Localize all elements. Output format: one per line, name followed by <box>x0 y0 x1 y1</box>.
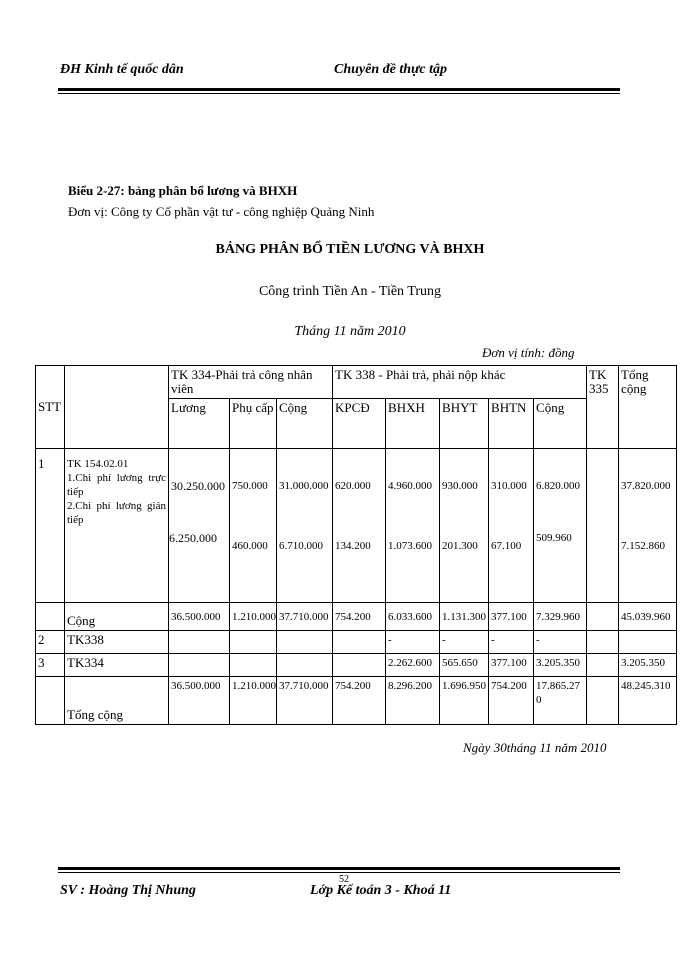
cell-bhxh <box>386 449 440 603</box>
val-direct: 620.000 <box>335 480 371 492</box>
val-direct: 930.000 <box>442 480 478 492</box>
col-kpcd: KPCĐ <box>333 399 386 449</box>
cell-kpcd <box>333 654 386 677</box>
col-tk335-line1: TK <box>589 367 607 382</box>
cell-bhxh: 8.296.200 <box>386 677 440 725</box>
cell-total: 45.039.960 <box>619 603 677 631</box>
cell-phucap <box>230 449 277 603</box>
item-direct: 1.Chi phí lương trực tiếp <box>67 472 166 498</box>
val-indirect: 134.200 <box>335 540 371 552</box>
cell-kpcd: 754.200 <box>333 603 386 631</box>
val-direct: 4.960.000 <box>388 480 433 492</box>
cell-cong-338 <box>534 449 587 603</box>
cell-bhyt: 1.696.950 <box>440 677 489 725</box>
col-bhxh: BHXH <box>386 399 440 449</box>
header-rule-thin <box>58 93 620 94</box>
table-row <box>36 449 677 603</box>
cell-tk335 <box>587 631 619 654</box>
col-tk338: TK 338 - Phải trả, phải nộp khác <box>333 366 587 399</box>
table-row-total <box>36 677 677 725</box>
cell-phucap: 1.210.000 <box>230 677 277 725</box>
cell-cong-334 <box>277 449 333 603</box>
cell-tk335 <box>587 603 619 631</box>
val-indirect: 460.000 <box>232 540 268 552</box>
cell-luong <box>169 654 230 677</box>
cell-tk335 <box>587 449 619 603</box>
cell-bhxh: 6.033.600 <box>386 603 440 631</box>
row-stt <box>36 603 65 631</box>
col-bhyt: BHYT <box>440 399 489 449</box>
cell-bhyt: 565.650 <box>440 654 489 677</box>
col-tk334: TK 334-Phải trả công nhân viên <box>169 366 333 399</box>
col-description <box>65 366 169 449</box>
val-direct: 750.000 <box>232 480 268 492</box>
cell-cong-338: 3.205.350 <box>534 654 587 677</box>
page-title: BẢNG PHÂN BỔ TIỀN LƯƠNG VÀ BHXH <box>215 242 485 257</box>
cell-tk335 <box>587 654 619 677</box>
cell-bhtn: 377.100 <box>489 603 534 631</box>
val-direct: 37.820.000 <box>621 480 671 492</box>
cell-bhyt <box>440 449 489 603</box>
row-stt: 2 <box>36 631 65 654</box>
col-cong-334: Cộng <box>277 399 333 449</box>
col-cong-338: Cộng <box>534 399 587 449</box>
table-caption: Biểu 2-27: bảng phân bổ lương và BHXH <box>68 183 298 198</box>
cell-kpcd <box>333 449 386 603</box>
val-indirect: 7.152.860 <box>621 540 666 552</box>
page-number: 52 <box>339 874 349 885</box>
val-indirect: 1.073.600 <box>388 540 433 552</box>
cell-total <box>619 631 677 654</box>
cell-bhtn: - <box>489 631 534 654</box>
row-stt: 3 <box>36 654 65 677</box>
cell-bhtn: 754.200 <box>489 677 534 725</box>
val-indirect: 509.960 <box>536 532 572 544</box>
val-direct: 31.000.000 <box>279 480 329 492</box>
cell-phucap <box>230 631 277 654</box>
table-row <box>36 603 677 631</box>
col-tk335-line2: 335 <box>589 381 609 396</box>
col-tk335 <box>587 366 619 449</box>
footer-rule-thin <box>58 872 620 873</box>
val-indirect: 6.250.000 <box>169 531 217 545</box>
cell-bhyt: - <box>440 631 489 654</box>
cell-bhtn <box>489 449 534 603</box>
table-header-row <box>36 366 677 399</box>
val-direct: 310.000 <box>491 480 527 492</box>
row-description <box>65 449 169 603</box>
footer-class: Lớp Kế toán 3 - Khoá 11 <box>310 883 452 898</box>
cell-total: 48.245.310 <box>619 677 677 725</box>
val-indirect: 67.100 <box>491 540 522 552</box>
cell-cong-338: - <box>534 631 587 654</box>
col-phucap: Phụ cấp <box>230 399 277 449</box>
col-luong: Lương <box>169 399 230 449</box>
table-row <box>36 631 677 654</box>
footer-student: SV : Hoàng Thị Nhung <box>60 883 196 898</box>
col-total: Tổng cộng <box>619 366 677 449</box>
row-label: Cộng <box>65 603 169 631</box>
cell-bhxh: - <box>386 631 440 654</box>
cell-kpcd <box>333 631 386 654</box>
cell-luong: 36.500.000 <box>169 603 230 631</box>
footer-rule <box>58 867 620 870</box>
cell-luong <box>169 631 230 654</box>
cell-cong-334 <box>277 654 333 677</box>
row-label: TK338 <box>65 631 169 654</box>
row-label: TK334 <box>65 654 169 677</box>
item-indirect: 2.Chi phí lương gián tiếp <box>67 500 166 526</box>
cell-cong-334: 37.710.000 <box>277 677 333 725</box>
allocation-table <box>35 365 677 725</box>
cell-cong-338: 17.865.270 <box>534 677 587 725</box>
header-school: ĐH Kinh tế quốc dân <box>60 62 184 77</box>
row-stt: 1 <box>36 449 65 603</box>
cell-phucap <box>230 654 277 677</box>
cell-total <box>619 449 677 603</box>
table-row <box>36 654 677 677</box>
cell-luong <box>169 449 230 603</box>
currency-unit: Đơn vị tính: đồng <box>482 345 575 360</box>
col-bhtn: BHTN <box>489 399 534 449</box>
cell-bhyt: 1.131.300 <box>440 603 489 631</box>
val-direct: 6.820.000 <box>536 480 581 492</box>
val-indirect: 6.710.000 <box>279 540 323 552</box>
val-indirect: 201.300 <box>442 540 478 552</box>
cell-bhxh: 2.262.600 <box>386 654 440 677</box>
cell-total: 3.205.350 <box>619 654 677 677</box>
cell-kpcd: 754.200 <box>333 677 386 725</box>
cell-cong-334: 37.710.000 <box>277 603 333 631</box>
cell-tk335 <box>587 677 619 725</box>
account-code: TK 154.02.01 <box>67 458 129 470</box>
header-report-type: Chuyên đề thực tập <box>334 62 448 77</box>
cell-luong: 36.500.000 <box>169 677 230 725</box>
cell-cong-334 <box>277 631 333 654</box>
subtitle: Công trình Tiền An - Tiền Trung <box>258 284 442 299</box>
cell-phucap: 1.210.000 <box>230 603 277 631</box>
header-rule <box>58 88 620 91</box>
col-stt: STT <box>36 366 65 449</box>
row-stt <box>36 677 65 725</box>
unit-line: Đơn vị: Công ty Cổ phần vật tư - công nghiệp Quảng Ninh <box>68 204 375 219</box>
period: Tháng 11 năm 2010 <box>294 324 406 339</box>
cell-cong-338: 7.329.960 <box>534 603 587 631</box>
val-direct: 30.250.000 <box>171 479 225 493</box>
cell-bhtn: 377.100 <box>489 654 534 677</box>
date-line: Ngày 30tháng 11 năm 2010 <box>463 740 607 755</box>
row-label: Tổng cộng <box>65 677 169 725</box>
